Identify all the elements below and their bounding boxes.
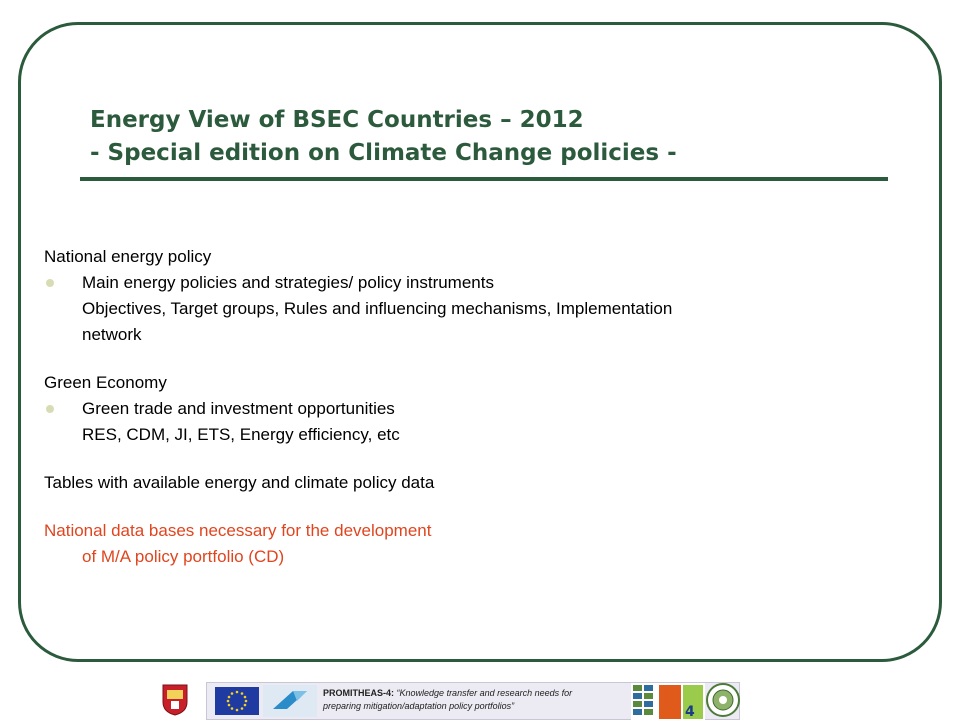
green-economy-detail: RES, CDM, JI, ETS, Energy efficiency, etc [82, 425, 400, 444]
national-policy-bullet [44, 270, 884, 296]
title-line-1: Energy View of BSEC Countries – 2012 [90, 107, 584, 133]
national-policy-heading: National energy policy [44, 247, 212, 266]
eu-flag-icon [215, 687, 259, 715]
green-economy-bullet-text: Green trade and investment opportunities [82, 399, 395, 418]
databases-line-2: of M/A policy portfolio (CD) [82, 547, 285, 566]
title-line-2: - Special edition on Climate Change policies - [90, 140, 677, 166]
green-economy-bullet [44, 396, 884, 422]
banner-label: PROMITHEAS-4: [323, 688, 395, 698]
banner-text [323, 687, 633, 713]
banner-line-1: “Knowledge transfer and research needs for [396, 688, 573, 698]
title-underline [80, 177, 888, 181]
bullet-icon [46, 279, 54, 287]
organization-seal-icon [706, 682, 740, 718]
slide-title [90, 104, 890, 170]
project-banner [206, 682, 740, 720]
national-policy-detail-1: Objectives, Target groups, Rules and influencing mechanisms, Implementation [82, 299, 673, 318]
tables-text: Tables with available energy and climate policy data [44, 473, 435, 492]
seventh-framework-logo-icon [263, 685, 317, 717]
promitheas-net-logo-icon [631, 683, 705, 721]
green-economy-heading: Green Economy [44, 373, 167, 392]
national-policy-detail-2: network [82, 325, 142, 344]
databases-line-1: National data bases necessary for the development [44, 521, 432, 540]
slide-body [44, 244, 884, 570]
network-number: 4 [685, 704, 695, 720]
national-policy-bullet-text: Main energy policies and strategies/ policy instruments [82, 273, 494, 292]
banner-line-2: preparing mitigation/adaptation policy portfolios” [323, 701, 515, 711]
bullet-icon [46, 405, 54, 413]
university-crest-icon [162, 684, 188, 716]
